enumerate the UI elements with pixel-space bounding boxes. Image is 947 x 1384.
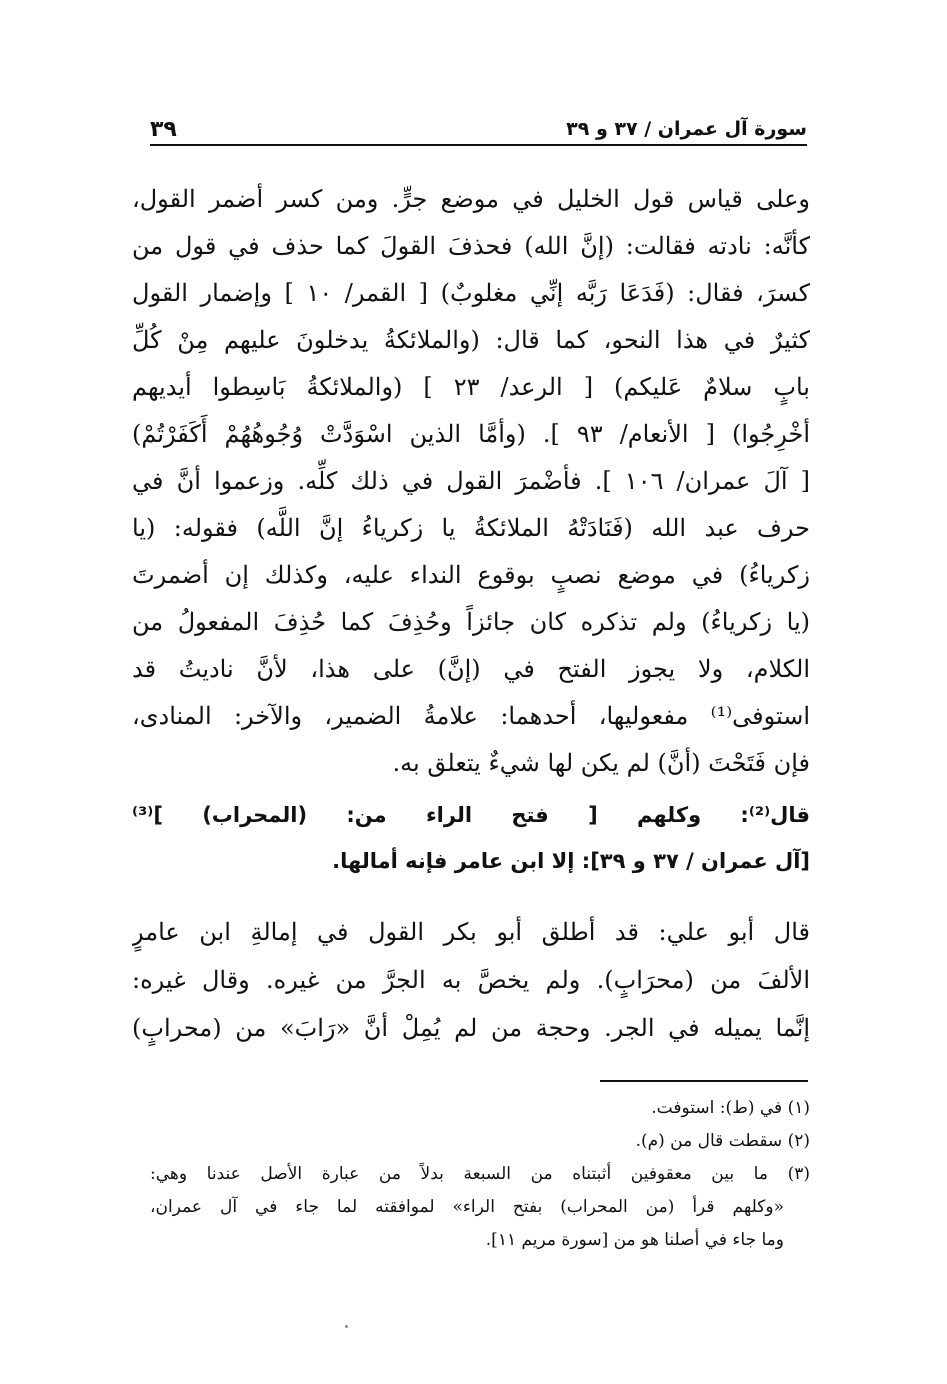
footnotes — [150, 1092, 810, 1257]
text-line: (يا زكرياءُ) ولم تذكره كان جائزاً وحُذِفَ كما حُذِفَ المفعولُ من — [132, 608, 810, 636]
page-speck — [345, 1325, 348, 1328]
text-line: زكرياءُ) في موضع نصبٍ بوقوع النداء عليه، وكذلك إن أضمرتَ — [132, 561, 810, 589]
bold-text-line: [آل عمران / ٣٧ و ٣٩]: إلا ابن عامر فإنه أمالها. — [332, 849, 810, 873]
text-line: كأنَّه: نادته فقالت: (إنَّ الله) فحذفَ القولَ كما حذف في قول من — [132, 232, 810, 260]
text-line: أخْرِجُوا) [ الأنعام/ ٩٣ ]. (وأمَّا الذين اسْوَدَّتْ وُجُوهُهُمْ أَكَفَرْتُمْ) — [132, 420, 810, 448]
bold-text-line: قال⁽²⁾: وكلهم [ فتح الراء من: (المحراب) ]⁽³⁾ — [132, 803, 810, 827]
footnote-3: (٣) ما بين معقوفين أثبتناه من السبعة بدلاً من عبارة الأصل عندنا وهي: — [150, 1164, 810, 1184]
page-header — [150, 108, 807, 146]
page-number: ٣٩ — [150, 117, 177, 142]
text-line: إنَّما يميله في الجر. وحجة من لم يُمِلْ أنَّ «رَابَ» من (محرابٍ) — [132, 1014, 810, 1042]
running-title: سورة آل عمران / ٣٧ و ٣٩ — [566, 118, 807, 140]
footnote-2: (٢) سقطت قال من (م). — [635, 1131, 810, 1151]
body-paragraph-2 — [132, 908, 810, 1052]
footnote-divider — [600, 1080, 808, 1082]
text-line: استوفى⁽¹⁾ مفعوليها، أحدهما: علامةُ الضمير، والآخر: المنادى، — [132, 702, 810, 730]
footnote-3-continued: «وكلهم قرأ (من المحراب) بفتح الراء» لموافقته لما جاء في آل عمران، — [150, 1197, 784, 1217]
text-line: كثيرٌ في هذا النحو، كما قال: (والملائكةُ يدخلونَ عليهم مِنْ كُلِّ — [132, 326, 810, 354]
text-line: فإن فَتَحْتَ (أنَّ) لم يكن لها شيءٌ يتعلق به. — [392, 749, 810, 777]
footnote-3-continued: وما جاء في أصلنا هو من [سورة مريم ١١]. — [485, 1230, 784, 1250]
body-paragraph-1 — [132, 176, 810, 787]
footnote-1: (١) في (ط): استوفت. — [651, 1098, 810, 1118]
text-line: كسرَ، فقال: (فَدَعَا رَبَّه إنِّي مغلوبٌ) [ القمر/ ١٠ ] وإضمار القول — [132, 279, 810, 307]
text-line: الكلام، ولا يجوز الفتح في (إنَّ) على هذا، لأنَّ ناديتُ قد — [132, 655, 810, 683]
text-line: الألفَ من (محرَابٍ). ولم يخصَّ به الجرَّ من غيره. وقال غيره: — [132, 966, 810, 994]
text-line: وعلى قياس قول الخليل في موضع جرٍّ. ومن كسر أضمر القول، — [132, 185, 810, 213]
text-line: قال أبو علي: قد أطلق أبو بكر القول في إمالةِ ابن عامرٍ — [132, 918, 810, 946]
text-line: بابٍ سلامٌ عَليكم) [ الرعد/ ٢٣ ] (والملائكةُ بَاسِطوا أيديهم — [132, 373, 810, 401]
text-line: [ آلَ عمران/ ١٠٦ ]. فأضْمرَ القول في ذلك كلِّه. وزعموا أنَّ في — [132, 467, 810, 495]
quoted-reading-paragraph — [132, 792, 810, 884]
text-line: حرف عبد الله (فَنَادَتْهُ الملائكةُ يا زكرياءُ إنَّ اللَّه) فقوله: (يا — [132, 514, 810, 542]
